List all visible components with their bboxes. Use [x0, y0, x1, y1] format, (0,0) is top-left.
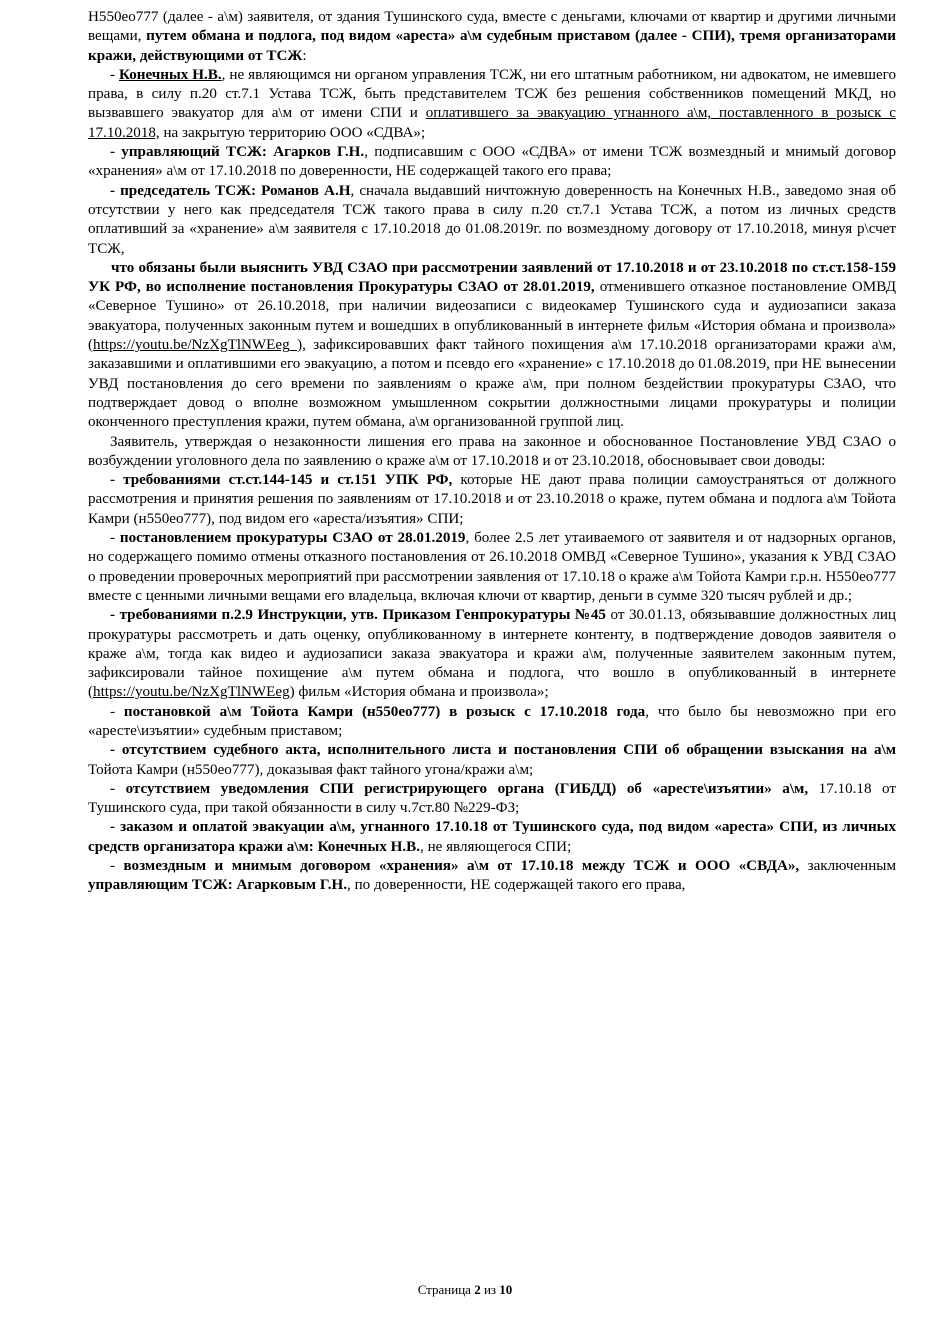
paragraph	[88, 143, 896, 182]
paragraph	[88, 529, 896, 606]
text-run: , не являющегося СПИ;	[420, 838, 572, 855]
paragraph	[88, 433, 896, 472]
text-run: Заявитель, утверждая о незаконности лишения его права на законное и обоснованное Постановление УВД СЗАО о возбуждении уголовного дела по заявлению о краже а\м от 17.10.2018 и от 23.10.2018, обосновывает свои доводы:	[88, 433, 896, 469]
footer-page-number: 2	[474, 1282, 481, 1297]
text-run: Н550ео777 (далее - а\м) заявителя, от здания Тушинского суда, вместе с деньгами, ключами от квартир и другими личными вещами,	[88, 9, 896, 45]
text-run: от 30.01.13, обязывавшие должностных лиц прокуратуры рассмотреть и дать оценку, опубликованному в интернете контенту, в подтверждение доводов заявителя о краже а\м, тогда как видео и аудиозаписи заказа эвакуатора и кражи а\м, полученные заявителем законным путем, зафиксировали тайное похищение а\м путем обмана и подлога, что вошло в опубликованный в интернете (	[88, 607, 897, 701]
text-run: оплатившего за эвакуацию угнанного а\м, поставленного в розыск с 17.10.2018,	[88, 105, 896, 141]
bold-text: - управляющий ТСЖ: Агарков Г.Н.	[110, 144, 365, 161]
bold-text: постановлением прокуратуры СЗАО от 28.01.2019	[119, 530, 466, 547]
bold-text: управляющим ТСЖ: Агарковым Г.Н.	[88, 877, 348, 894]
text-run: , не являющимся ни органом управления ТСЖ, ни его штатным работником, ни адвокатом, не имевшего права, в силу п.20 ст.7.1 Устава ТСЖ, быть представителем ТСЖ без решения собственников помещений МКД, но вызвавшего эвакуатор для а\м от имени СПИ и	[88, 66, 897, 122]
footer-separator: из	[483, 1282, 497, 1297]
paragraph	[88, 606, 896, 702]
paragraph	[88, 259, 896, 433]
bold-text: - требованиями ст.ст.144-145 и ст.151 УПК РФ,	[110, 472, 453, 489]
text-run: 17.10.18 от Тушинского суда, при такой обязанности в силу ч.7ст.80 №229-ФЗ;	[88, 780, 896, 817]
bold-text: возмездным и мнимым договором «хранения» а\м от 17.10.18 между ТСЖ и ООО «СВДА»,	[123, 858, 800, 875]
video-link[interactable]: https://youtu.be/NzXgTlNWEeg	[93, 684, 290, 701]
text-run: Тойота Камри (н550ео777), доказывая факт тайного угона/кражи а\м;	[88, 761, 534, 778]
text-run: ) фильм «История обмана и произвола»;	[289, 684, 549, 701]
video-link[interactable]: https://youtu.be/NzXgTlNWEeg	[93, 337, 290, 354]
text-run: -	[110, 66, 120, 83]
paragraph	[88, 818, 896, 857]
bold-text: - требованиями п.2.9 Инструкции, утв. Приказом Генпрокуратуры №45	[110, 607, 606, 624]
paragraph	[88, 182, 896, 259]
footer-page-total: 10	[499, 1282, 513, 1297]
bold-text: путем обмана и подлога, под видом «ареста» а\м судебным приставом (далее - СПИ), тремя организаторами кражи, действующими от ТСЖ	[88, 28, 896, 64]
paragraph	[88, 471, 896, 529]
bold-text: - отсутствием уведомления СПИ регистрирующего органа (ГИБДД) об «аресте\изъятии» а\м,	[110, 780, 809, 797]
paragraph	[88, 780, 896, 819]
bold-text: - заказом и оплатой эвакуации а\м, угнанного 17.10.18 от Тушинского суда, под видом «ареста» СПИ, из личных средств организатора кражи а\м: Конечных Н.В.	[88, 819, 896, 855]
paragraph	[88, 857, 896, 896]
bold-text: что обязаны были выяснить УВД СЗАО при рассмотрении заявлений от 17.10.2018 и от 23.10.2018 по ст.ст.158-159 УК РФ, во исполнение постановления Прокуратуры СЗАО от 28.01.2019,	[88, 259, 896, 296]
bold-text: Конечных Н.В.	[119, 66, 222, 83]
text-run: -	[110, 530, 120, 547]
text-run: , сначала выдавший ничтожную доверенность на Конечных Н.В., заведомо зная об отсутствии у него как председателя ТСЖ такого права в силу п.20 ст.7.1 Устава ТСЖ, а потом из личных средств оплативший за «хранение» а\м заявителя с 17.10.2018 до 01.08.2019г. по возмездному договору от 17.10.2018, минуя р\счет ТСЖ,	[88, 182, 896, 257]
text-run: -	[110, 858, 124, 875]
text-run: заключенным	[799, 858, 897, 875]
text-run: отменившего отказное постановление ОМВД «Северное Тушино» от 26.10.2018, при наличии видеозаписи с видеокамер Тушинского суда и аудиозаписи заказа эвакуатора, полученных законным путем и вошедших в опубликованный в интернете фильм «История обмана и произвола» (	[88, 279, 896, 354]
text-run: , подписавшим с ООО «СДВА» от имени ТСЖ возмездный и мнимый договор «хранения» а\м от 17.10.2018 по доверенности, НЕ содержащей такого его права;	[88, 144, 896, 180]
footer-page-label: Страница	[417, 1282, 471, 1297]
document-body	[88, 8, 896, 896]
paragraph	[88, 741, 896, 780]
text-run: зафиксировавших факт тайного похищения а\м 17.10.2018 организаторами кражи а\м, заказавшими и оплатившими его эвакуацию, а потом и псевдо его «хранение» с 17.10.2018 до 01.08.2019, при НЕ вынесении УВД постановления до сего времени по заявлениям о краже а\м, при полном бездействии прокуратуры СЗАО, что подтверждает довод о вполне возможном умышленном сокрытии должностными лицами прокуратуры и полиции оконченного преступления кражи, путем обмана, а\м организованной группой лиц.	[88, 337, 896, 431]
text-run: :	[302, 47, 307, 64]
bold-text: - отсутствием судебного акта, исполнительного листа и постановления СПИ об обращении взыскания на а\м	[110, 742, 896, 759]
text-run: , более 2.5 лет утаиваемого от заявителя и от надзорных органов, но содержащего помимо отмены отказного постановления от 26.10.2018 ОМВД «Северное Тушино», указания к УВД СЗАО о проведении проверочных мероприятий при рассмотрении заявления от 17.10.18 о краже а\м Тойота Камри г.р.н. Н550ео777 вместе с ценными личными вещами его владельца, включая ключи от квартир, деньги в сумме 320 тысяч рублей и др.;	[88, 530, 896, 604]
text-run: -	[110, 703, 124, 720]
paragraph	[88, 703, 896, 742]
bold-text: - председатель ТСЖ: Романов А.Н	[110, 182, 351, 199]
page-footer	[0, 1282, 930, 1298]
bold-text: постановкой а\м Тойота Камри (н550ео777) в розыск с 17.10.2018 года	[123, 703, 646, 720]
text-run: ),	[289, 337, 306, 354]
paragraph	[88, 8, 896, 66]
text-run: которые НЕ дают права полиции самоустраняться от должного рассмотрения и принятия решения по заявлениям от 17.10.2018 и от 23.10.2018 о краже, путем обмана и подлога а\м Тойота Камри (н550ео777), под видом его «ареста/изъятия» СПИ;	[88, 472, 896, 527]
text-run: на закрытую территорию ООО «СДВА»;	[159, 124, 426, 141]
text-run: , по доверенности, НЕ содержащей такого его права,	[347, 877, 686, 894]
text-run: , что было бы невозможно при его «аресте\изъятии» судебным приставом;	[88, 703, 896, 739]
paragraph	[88, 66, 896, 143]
